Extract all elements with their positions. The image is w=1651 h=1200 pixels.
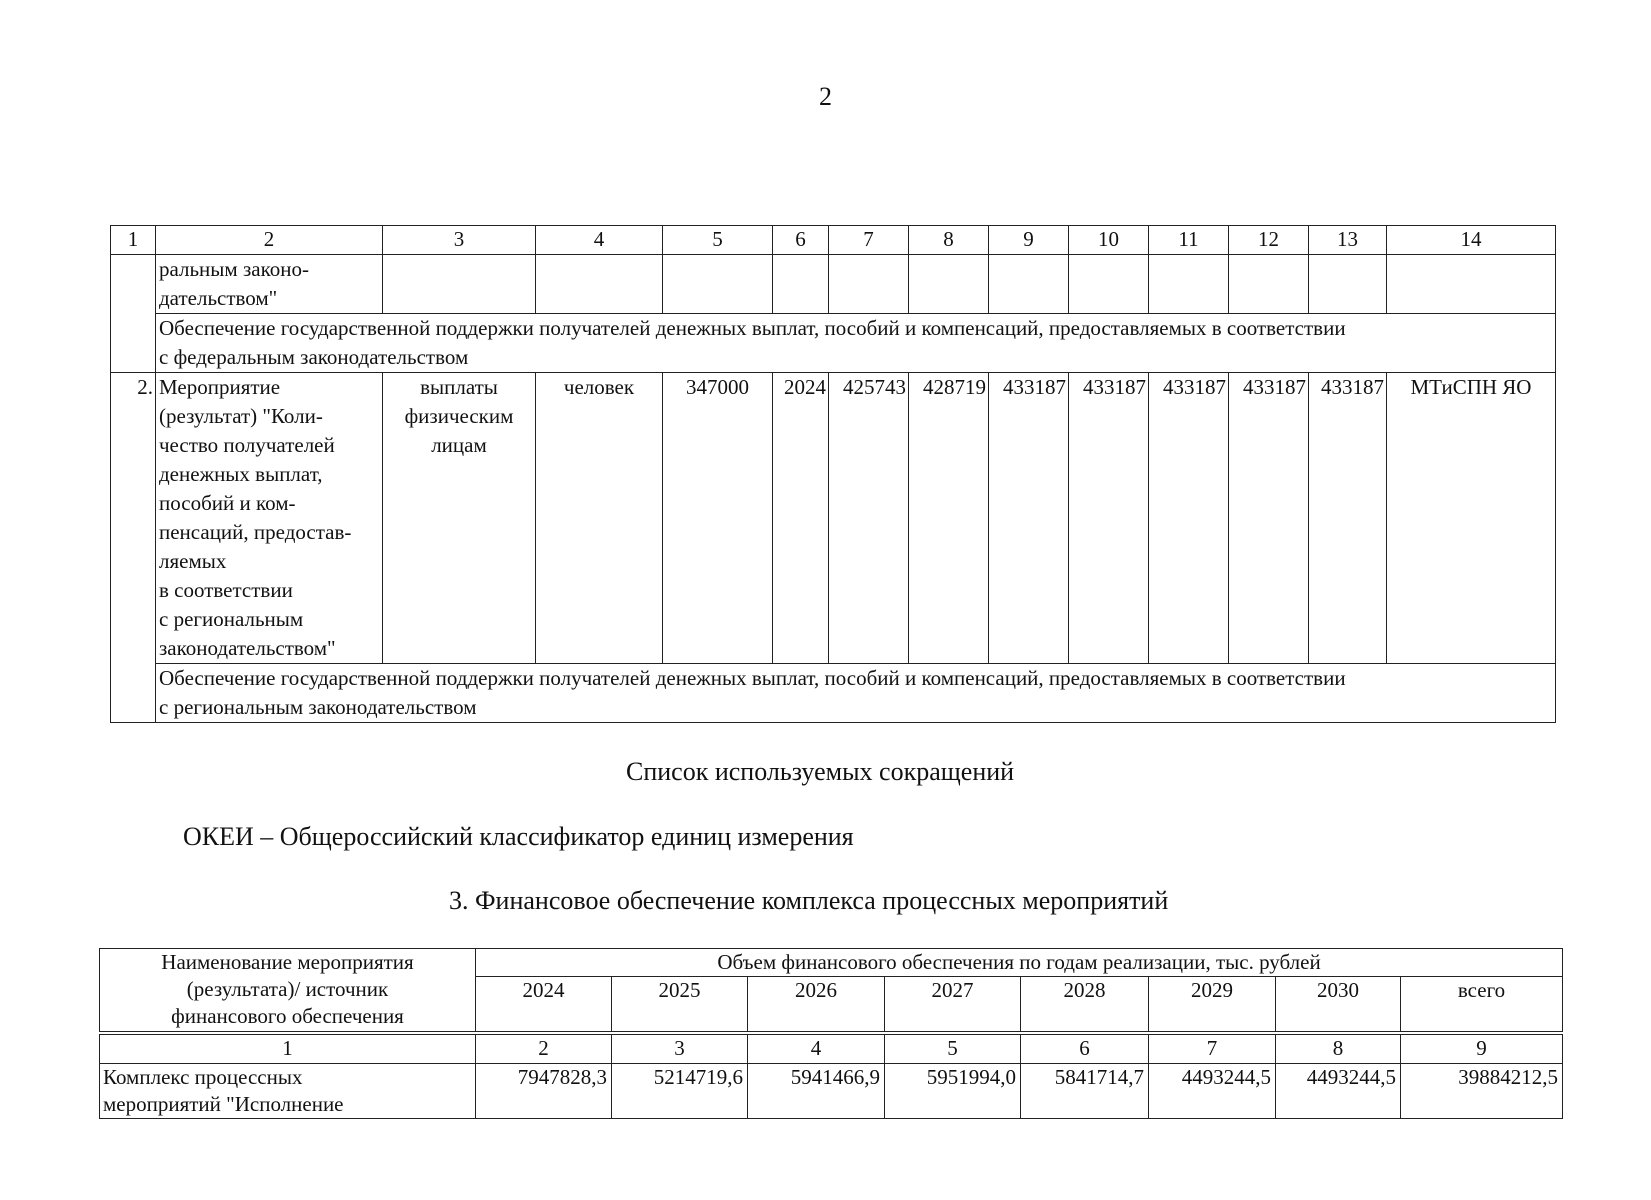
- col-num: 1: [100, 1035, 476, 1064]
- col-num: 10: [1069, 226, 1149, 255]
- col-num: 1: [111, 226, 156, 255]
- abbreviations-title: Список используемых сокращений: [626, 757, 1015, 786]
- column-numbers-row: [100, 1035, 1563, 1064]
- amount-cell: 5941466,9: [748, 1064, 885, 1119]
- table-header-row: [100, 949, 1563, 977]
- col-num: 6: [1021, 1035, 1149, 1064]
- base-year-cell: 2024: [773, 373, 829, 664]
- name-header: Наименование мероприятия (результата)/ источник финансового обеспечения: [100, 949, 476, 1032]
- value-cell: 425743: [829, 373, 909, 664]
- task-row: [111, 314, 1556, 373]
- year-header: 2029: [1149, 977, 1276, 1032]
- measure-name-cell: Мероприятие (результат) "Коли- чество получателей денежных выплат, пособий и ком- пенсаций, предостав- ляемых в соответствии с региональным законодательством": [156, 373, 383, 664]
- value-cell: 433187: [1229, 373, 1309, 664]
- base-value-cell: 347000: [663, 373, 773, 664]
- row-number: 2.: [111, 373, 156, 723]
- value-cell: 433187: [1309, 373, 1387, 664]
- year-header: 2024: [476, 977, 612, 1032]
- table-cell: [989, 255, 1069, 314]
- year-header: 2028: [1021, 977, 1149, 1032]
- section-3-title: 3. Финансовое обеспечение комплекса процессных мероприятий: [449, 886, 1169, 915]
- table-cell: [1309, 255, 1387, 314]
- col-num: 5: [663, 226, 773, 255]
- indicators-table: [110, 225, 1556, 723]
- amount-cell: 5841714,7: [1021, 1064, 1149, 1119]
- amount-cell: 5214719,6: [612, 1064, 748, 1119]
- col-num: 7: [829, 226, 909, 255]
- complex-name-cell: Комплекс процессных мероприятий "Исполнение: [100, 1064, 476, 1119]
- amount-cell: 7947828,3: [476, 1064, 612, 1119]
- table-cell: [383, 255, 536, 314]
- col-num: 11: [1149, 226, 1229, 255]
- table-row: [111, 255, 1556, 314]
- table-cell: [829, 255, 909, 314]
- table-cell: [1149, 255, 1229, 314]
- value-cell: 433187: [1069, 373, 1149, 664]
- col-num: 3: [612, 1035, 748, 1064]
- task-row: [111, 664, 1556, 723]
- col-num: 9: [1401, 1035, 1563, 1064]
- col-num: 8: [1276, 1035, 1401, 1064]
- task-regional-cell: Обеспечение государственной поддержки получателей денежных выплат, пособий и компенсаций, предоставляемых в соответствии с региональным законодательством: [156, 664, 1556, 723]
- year-header: 2025: [612, 977, 748, 1032]
- financing-table: [99, 948, 1563, 1119]
- amount-cell: 4493244,5: [1149, 1064, 1276, 1119]
- value-cell: 433187: [989, 373, 1069, 664]
- table-cell: [111, 255, 156, 373]
- table-row: [111, 373, 1556, 664]
- value-cell: 428719: [909, 373, 989, 664]
- col-num: 3: [383, 226, 536, 255]
- total-amount-cell: 39884212,5: [1401, 1064, 1563, 1119]
- table-cell: [909, 255, 989, 314]
- table-cell: [1229, 255, 1309, 314]
- col-num: 7: [1149, 1035, 1276, 1064]
- total-header: всего: [1401, 977, 1563, 1032]
- col-num: 5: [885, 1035, 1021, 1064]
- col-num: 2: [476, 1035, 612, 1064]
- col-num: 4: [536, 226, 663, 255]
- col-num: 8: [909, 226, 989, 255]
- column-numbers-row: [111, 226, 1556, 255]
- col-num: 12: [1229, 226, 1309, 255]
- amount-cell: 4493244,5: [1276, 1064, 1401, 1119]
- col-num: 9: [989, 226, 1069, 255]
- table-cell: [536, 255, 663, 314]
- col-num: 4: [748, 1035, 885, 1064]
- abbreviation-okei: ОКЕИ – Общероссийский классификатор единиц измерения: [183, 822, 854, 851]
- table-row: [100, 1064, 1563, 1119]
- year-header: 2030: [1276, 977, 1401, 1032]
- year-header: 2027: [885, 977, 1021, 1032]
- page-number: 2: [819, 82, 832, 111]
- col-num: 2: [156, 226, 383, 255]
- year-header: 2026: [748, 977, 885, 1032]
- measure-type-cell: выплаты физическим лицам: [383, 373, 536, 664]
- volume-header: Объем финансового обеспечения по годам реализации, тыс. рублей: [476, 949, 1563, 977]
- continued-name-cell: ральным законо- дательством": [156, 255, 383, 314]
- amount-cell: 5951994,0: [885, 1064, 1021, 1119]
- col-num: 13: [1309, 226, 1387, 255]
- table-cell: [1387, 255, 1556, 314]
- table-cell: [1069, 255, 1149, 314]
- col-num: 6: [773, 226, 829, 255]
- unit-cell: человек: [536, 373, 663, 664]
- table-cell: [663, 255, 773, 314]
- table-cell: [773, 255, 829, 314]
- task-federal-cell: Обеспечение государственной поддержки получателей денежных выплат, пособий и компенсаций, предоставляемых в соответствии с федеральным законодательством: [156, 314, 1556, 373]
- responsible-cell: МТиСПН ЯО: [1387, 373, 1556, 664]
- col-num: 14: [1387, 226, 1556, 255]
- value-cell: 433187: [1149, 373, 1229, 664]
